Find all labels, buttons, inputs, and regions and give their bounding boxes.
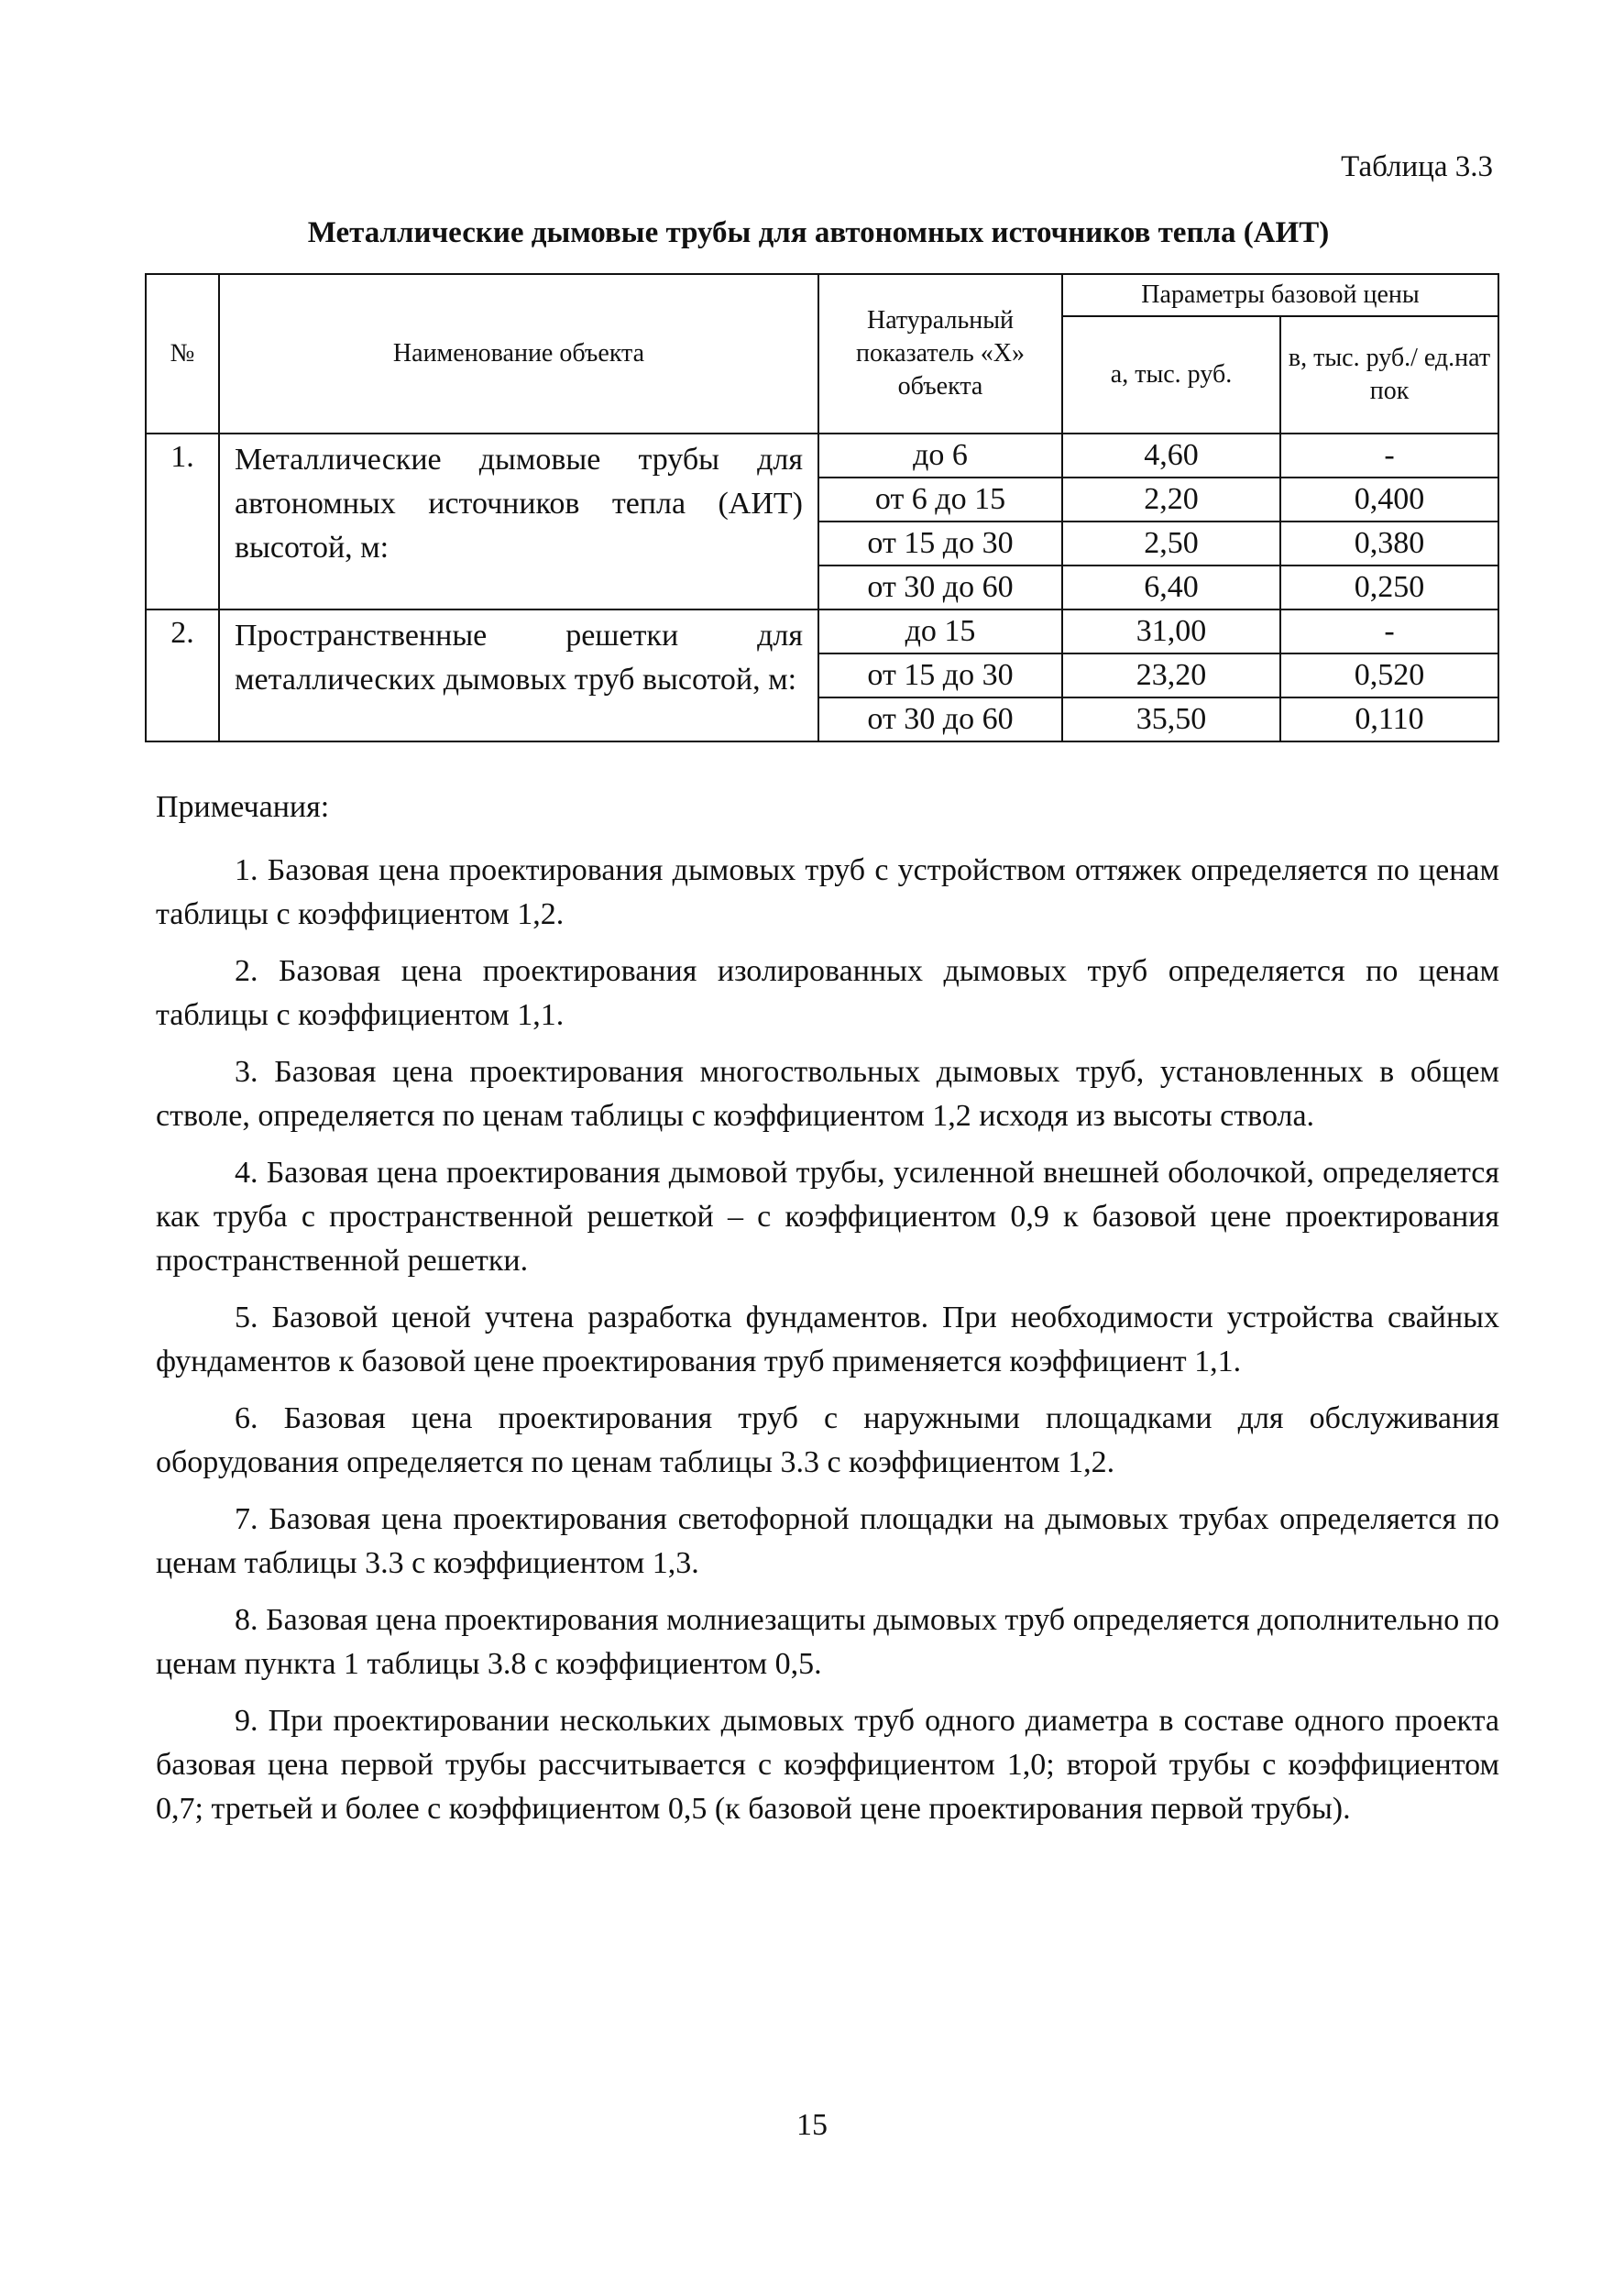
- header-name: Наименование объекта: [219, 274, 818, 434]
- header-num: №: [146, 274, 219, 434]
- cell-a: 31,00: [1062, 609, 1280, 653]
- header-a: а, тыс. руб.: [1062, 316, 1280, 434]
- cell-x: от 30 до 60: [818, 697, 1062, 741]
- cell-a: 4,60: [1062, 434, 1280, 478]
- table-row: [146, 434, 1498, 478]
- cell-a: 35,50: [1062, 697, 1280, 741]
- row-name: Пространственные решетки для металлических дымовых труб высотой, м:: [219, 609, 818, 741]
- price-table: [145, 273, 1499, 742]
- note-item: 2. Базовая цена проектирования изолированных дымовых труб определяется по ценам таблицы с коэффициентом 1,1.: [156, 954, 1499, 1032]
- cell-b: 0,250: [1280, 566, 1498, 609]
- table-row: [146, 609, 1498, 653]
- row-name: Металлические дымовые трубы для автономных источников тепла (АИТ) высотой, м:: [219, 434, 818, 609]
- note-item: 4. Базовая цена проектирования дымовой трубы, усиленной внешней оболочкой, определяется как труба с пространственной решеткой – с коэффициентом 0,9 к базовой цене проектирования пространственной решетки.: [156, 1156, 1499, 1278]
- page-title: Металлические дымовые трубы для автономных источников тепла (АИТ): [307, 216, 1330, 249]
- row-num: 2.: [146, 609, 219, 741]
- cell-b: -: [1280, 609, 1498, 653]
- note-item: 7. Базовая цена проектирования светофорной площадки на дымовых трубах определяется по ценам таблицы 3.3 с коэффициентом 1,3.: [156, 1502, 1499, 1580]
- row-num: 1.: [146, 434, 219, 609]
- note-item: 8. Базовая цена проектирования молниезащиты дымовых труб определяется дополнительно по ценам пункта 1 таблицы 3.8 с коэффициентом 0,5.: [156, 1603, 1499, 1681]
- cell-x: от 15 до 30: [818, 522, 1062, 566]
- cell-b: 0,380: [1280, 522, 1498, 566]
- cell-a: 2,50: [1062, 522, 1280, 566]
- table-body: [146, 434, 1498, 741]
- table-label: Таблица 3.3: [1341, 150, 1493, 183]
- cell-b: 0,520: [1280, 653, 1498, 697]
- cell-x: от 30 до 60: [818, 566, 1062, 609]
- table-header: [146, 274, 1498, 434]
- page-number: 15: [796, 2108, 828, 2142]
- cell-x: от 15 до 30: [818, 653, 1062, 697]
- notes-heading: Примечания:: [156, 790, 330, 824]
- note-item: 1. Базовая цена проектирования дымовых труб с устройством оттяжек определяется по ценам таблицы с коэффициентом 1,2.: [156, 853, 1499, 931]
- header-price-params: Параметры базовой цены: [1062, 274, 1498, 316]
- note-item: 6. Базовая цена проектирования труб с наружными площадками для обслуживания оборудования определяется по ценам таблицы 3.3 с коэффициентом 1,2.: [156, 1401, 1499, 1479]
- cell-a: 2,20: [1062, 478, 1280, 522]
- note-item: 3. Базовая цена проектирования многоствольных дымовых труб, установленных в общем стволе, определяется по ценам таблицы с коэффициентом 1,2 исходя из высоты ствола.: [156, 1055, 1499, 1133]
- note-item: 5. Базовой ценой учтена разработка фундаментов. При необходимости устройства свайных фундаментов к базовой цене проектирования труб применяется коэффициент 1,1.: [156, 1301, 1499, 1378]
- header-b: в, тыс. руб./ ед.нат пок: [1280, 316, 1498, 434]
- cell-a: 6,40: [1062, 566, 1280, 609]
- note-item: 9. При проектировании нескольких дымовых труб одного диаметра в составе одного проекта базовая цена первой трубы рассчитывается с коэффициентом 1,0; второй трубы с коэффициентом 0,7; третьей и более с коэффициентом 0,5 (к базовой цене проектирования первой трубы).: [156, 1704, 1499, 1826]
- cell-b: 0,110: [1280, 697, 1498, 741]
- cell-b: 0,400: [1280, 478, 1498, 522]
- cell-x: до 6: [818, 434, 1062, 478]
- cell-b: -: [1280, 434, 1498, 478]
- header-indicator: Натуральный показатель «Х» объекта: [818, 274, 1062, 434]
- cell-x: до 15: [818, 609, 1062, 653]
- cell-a: 23,20: [1062, 653, 1280, 697]
- cell-x: от 6 до 15: [818, 478, 1062, 522]
- notes-section: [156, 786, 1499, 1844]
